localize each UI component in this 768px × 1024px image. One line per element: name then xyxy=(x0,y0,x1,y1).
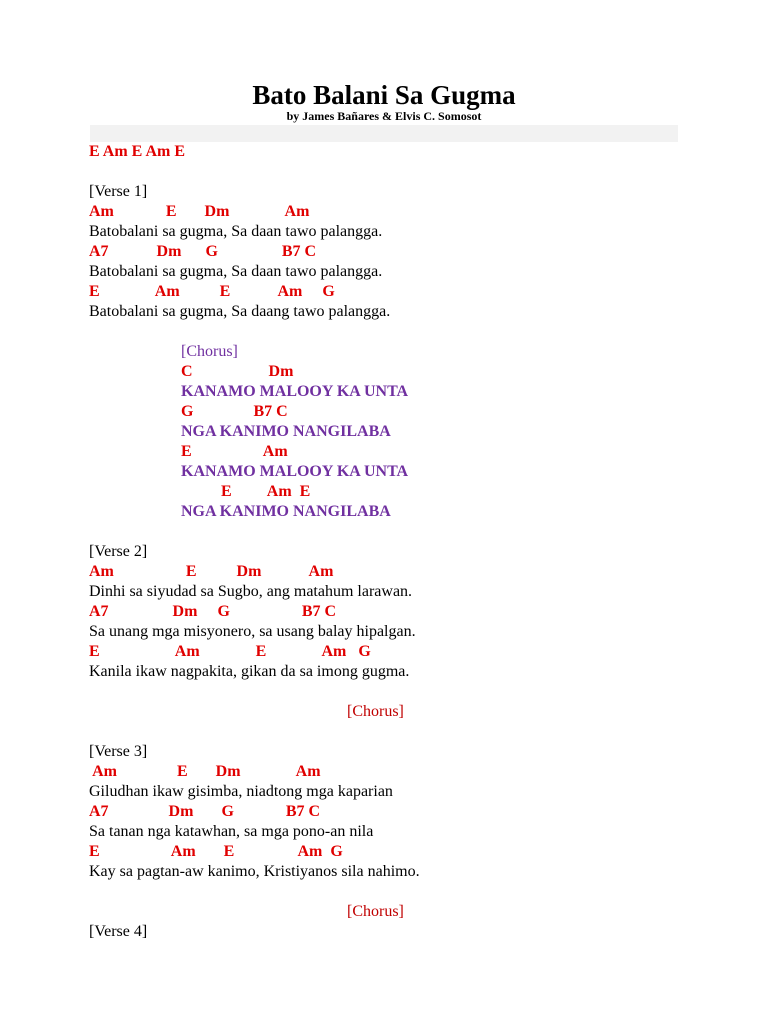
verse-2-chords-3: E Am E Am G xyxy=(89,643,371,660)
verse-1-lyric-3: Batobalani sa gugma, Sa daang tawo palangga. xyxy=(89,303,391,320)
spacer xyxy=(89,322,729,342)
verse-3-label: [Verse 3] xyxy=(89,743,148,760)
verse-1-lyric-2: Batobalani sa gugma, Sa daan tawo palangga. xyxy=(89,263,383,280)
chorus-reference-1: [Chorus] xyxy=(347,703,404,720)
verse-4-label: [Verse 4] xyxy=(89,923,148,940)
chorus-chords-4: E Am E xyxy=(181,483,311,500)
verse-1-chords-1: Am E Dm Am xyxy=(89,203,310,220)
spacer xyxy=(89,162,729,182)
verse-1-label: [Verse 1] xyxy=(89,183,148,200)
song-body xyxy=(89,142,729,942)
intro-chords: E Am E Am E xyxy=(89,143,186,160)
verse-3-chords-3: E Am E Am G xyxy=(89,843,343,860)
spacer xyxy=(89,882,729,902)
chorus-label: [Chorus] xyxy=(181,343,238,360)
verse-3-lyric-1: Giludhan ikaw gisimba, niadtong mga kaparian xyxy=(89,783,393,800)
song-title: Bato Balani Sa Gugma xyxy=(252,80,516,110)
chorus-lyric-2: NGA KANIMO NANGILABA xyxy=(181,423,391,440)
chorus-lyric-1: KANAMO MALOOY KA UNTA xyxy=(181,383,409,400)
verse-3-lyric-3: Kay sa pagtan-aw kanimo, Kristiyanos sila nahimo. xyxy=(89,863,420,880)
verse-2-chords-1: Am E Dm Am xyxy=(89,563,334,580)
chorus-lyric-3: KANAMO MALOOY KA UNTA xyxy=(181,463,409,480)
spacer xyxy=(89,522,729,542)
song-byline: by James Bañares & Elvis C. Somosot xyxy=(286,109,482,123)
spacer xyxy=(89,682,729,702)
verse-3-chords-1: Am E Dm Am xyxy=(89,763,321,780)
chorus-chords-1: C Dm xyxy=(181,363,294,380)
verse-1-lyric-1: Batobalani sa gugma, Sa daan tawo palangga. xyxy=(89,223,383,240)
chorus-lyric-4: NGA KANIMO NANGILABA xyxy=(181,503,391,520)
chorus-reference-2: [Chorus] xyxy=(347,903,404,920)
verse-3-lyric-2: Sa tanan nga katawhan, sa mga pono-an nila xyxy=(89,823,374,840)
chorus-block xyxy=(89,342,729,522)
verse-2-lyric-1: Dinhi sa siyudad sa Sugbo, ang matahum larawan. xyxy=(89,583,413,600)
verse-2-lyric-2: Sa unang mga misyonero, sa usang balay hipalgan. xyxy=(89,623,416,640)
spacer xyxy=(89,722,729,742)
header-divider-band xyxy=(90,125,678,142)
chorus-chords-3: E Am xyxy=(181,443,288,460)
verse-3-chords-2: A7 Dm G B7 C xyxy=(89,803,321,820)
verse-1-chords-3: E Am E Am G xyxy=(89,283,335,300)
verse-2-lyric-3: Kanila ikaw nagpakita, gikan da sa imong gugma. xyxy=(89,663,410,680)
verse-1-chords-2: A7 Dm G B7 C xyxy=(89,243,317,260)
chorus-chords-2: G B7 C xyxy=(181,403,288,420)
verse-2-label: [Verse 2] xyxy=(89,543,148,560)
verse-2-chords-2: A7 Dm G B7 C xyxy=(89,603,337,620)
